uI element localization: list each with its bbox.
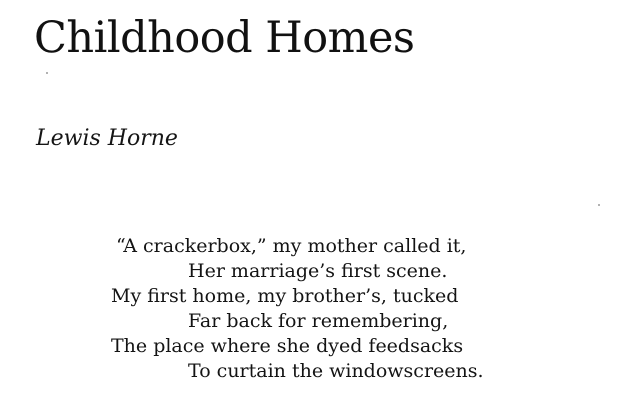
scan-speck: [598, 204, 600, 206]
poem-author: Lewis Horne: [36, 126, 178, 151]
poem-line: “A crackerbox,” my mother called it,: [116, 235, 467, 257]
scan-speck: [46, 72, 48, 74]
poem-line: Far back for remembering,: [188, 310, 449, 332]
poem-line: Her marriage’s first scene.: [188, 260, 448, 282]
poem-line: To curtain the windowscreens.: [188, 360, 484, 382]
poem-title: Childhood Homes: [34, 13, 415, 63]
poem-line: My first home, my brother’s, tucked: [111, 285, 459, 307]
poem-line: The place where she dyed feedsacks: [111, 335, 464, 357]
